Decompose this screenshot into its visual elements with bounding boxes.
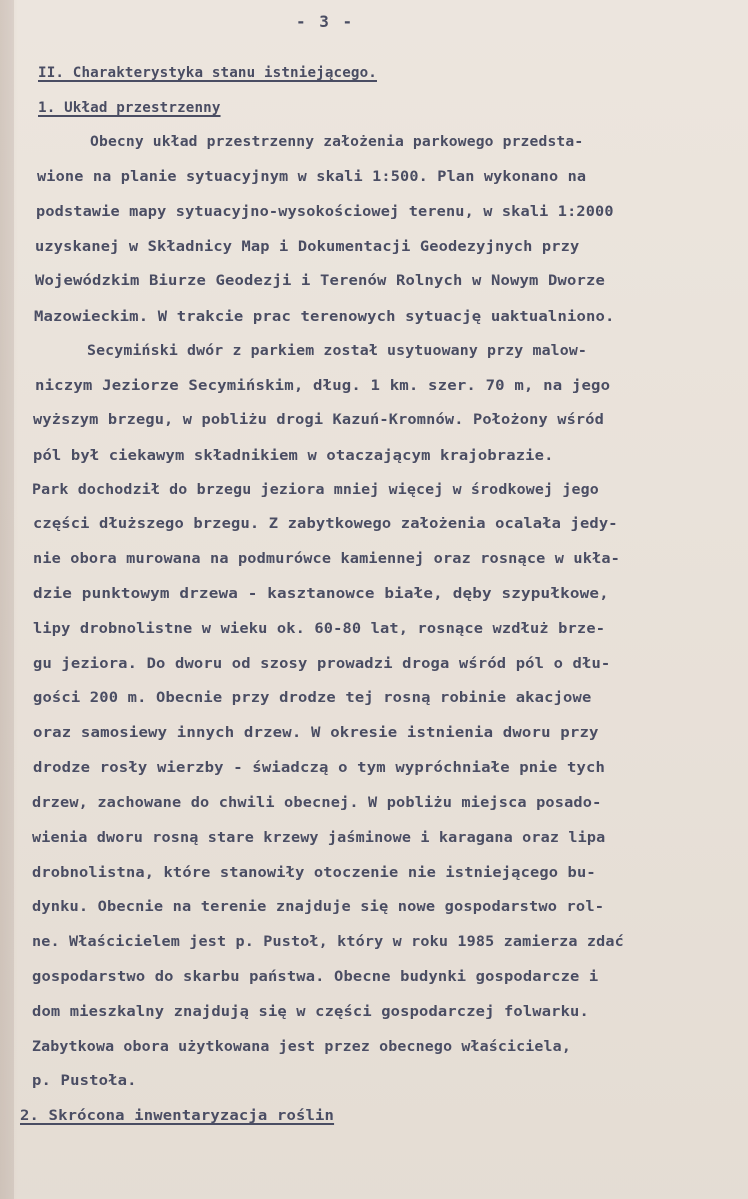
- text-line: gości 200 m. Obecnie przy drodze tej rosną robinie akacjowe: [33, 690, 592, 706]
- page-edge-shadow: [0, 0, 14, 1199]
- text-line: wienia dworu rosną stare krzewy jaśminowe i karagana oraz lipa: [32, 830, 606, 846]
- text-line: dzie punktowym drzewa - kasztanowce białe, dęby szypułkowe,: [33, 586, 609, 602]
- text-line: Wojewódzkim Biurze Geodezji i Terenów Rolnych w Nowym Dworze: [35, 273, 605, 289]
- text-line: pól był ciekawym składnikiem w otaczającym krajobrazie.: [33, 448, 554, 464]
- text-line: Park dochodził do brzegu jeziora mniej więcej w środkowej jego: [32, 482, 599, 498]
- text-line: drzew, zachowane do chwili obecnej. W pobliżu miejsca posado-: [32, 795, 602, 811]
- text-line: części dłuższego brzegu. Z zabytkowego założenia ocalała jedy-: [33, 516, 618, 532]
- page-number: - 3 -: [296, 12, 355, 31]
- text-line: Zabytkowa obora użytkowana jest przez obecnego właściciela,: [32, 1039, 571, 1055]
- text-line: drobnolistna, które stanowiły otoczenie nie istniejącego bu-: [32, 865, 596, 881]
- text-line: uzyskanej w Składnicy Map i Dokumentacji Geodezyjnych przy: [35, 239, 580, 255]
- text-line: ne. Właścicielem jest p. Pustoł, który w roku 1985 zamierza zdać: [32, 934, 624, 950]
- text-line: Mazowieckim. W trakcie prac terenowych sytuację uaktualniono.: [34, 309, 615, 325]
- text-line: gu jeziora. Do dworu od szosy prowadzi droga wśród pól o dłu-: [33, 656, 611, 672]
- text-line: Secymiński dwór z parkiem został usytuowany przy malow-: [87, 343, 588, 359]
- text-line: dom mieszkalny znajdują się w części gospodarczej folwarku.: [32, 1004, 589, 1020]
- section-heading: II. Charakterystyka stanu istniejącego.: [38, 65, 377, 81]
- text-line: gospodarstwo do skarbu państwa. Obecne budynki gospodarcze i: [32, 969, 599, 985]
- subsection-heading-1: 1. Układ przestrzenny: [38, 100, 221, 116]
- text-line: dynku. Obecnie na terenie znajduje się nowe gospodarstwo rol-: [32, 899, 605, 915]
- text-line: nie obora murowana na podmurówce kamiennej oraz rosnące w ukła-: [33, 551, 621, 567]
- text-line: oraz samosiewy innych drzew. W okresie istnienia dworu przy: [33, 725, 599, 741]
- text-line: wione na planie sytuacyjnym w skali 1:500. Plan wykonano na: [37, 169, 587, 185]
- subsection-heading-2: 2. Skrócona inwentaryzacja roślin: [20, 1108, 335, 1124]
- text-line: wyższym brzegu, w pobliżu drogi Kazuń-Kromnów. Położony wśród: [33, 412, 605, 428]
- text-line: lipy drobnolistne w wieku ok. 60-80 lat, rosnące wzdłuż brze-: [33, 621, 606, 637]
- text-line: drodze rosły wierzby - świadczą o tym wypróchniałe pnie tych: [33, 760, 606, 776]
- text-line: niczym Jeziorze Secymińskim, dług. 1 km. szer. 70 m, na jego: [35, 378, 611, 394]
- text-line: Obecny układ przestrzenny założenia parkowego przedsta-: [90, 134, 584, 150]
- text-line: p. Pustoła.: [32, 1073, 137, 1089]
- text-line: podstawie mapy sytuacyjno-wysokościowej terenu, w skali 1:2000: [36, 204, 614, 220]
